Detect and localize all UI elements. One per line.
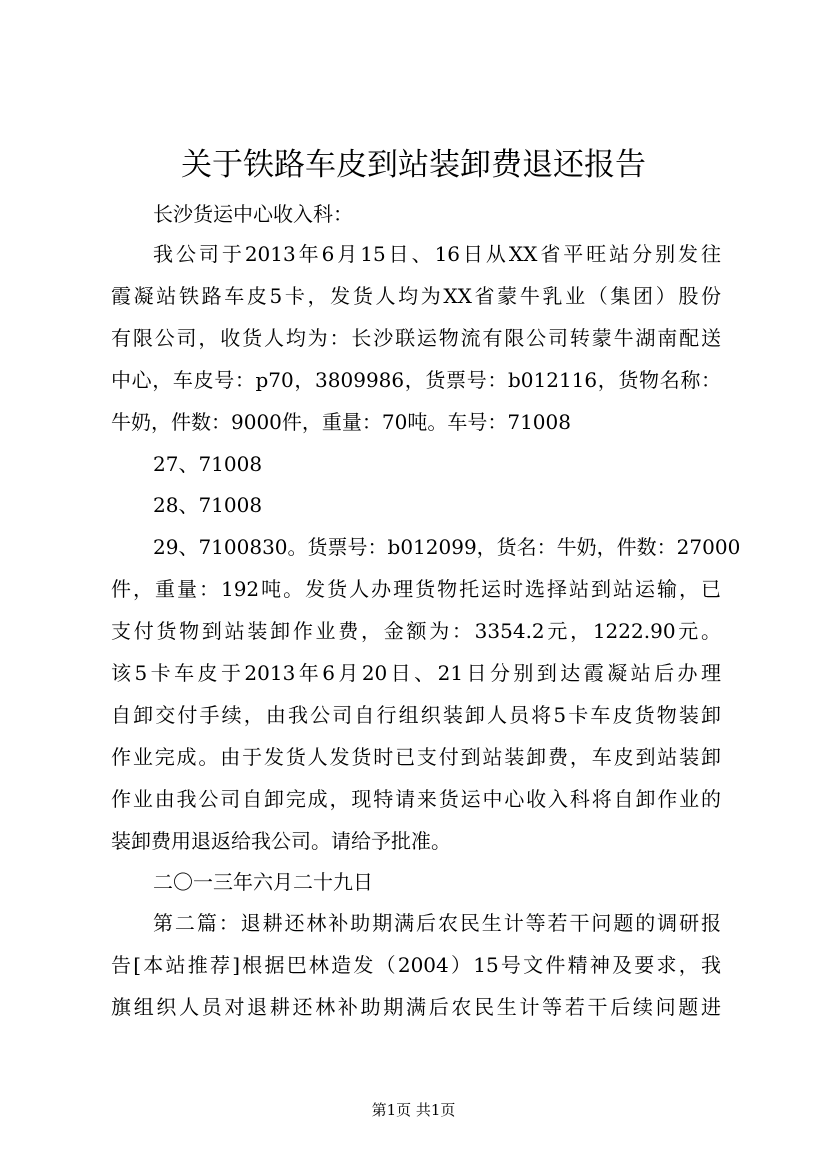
body-text-line: 霞凝站铁路车皮5卡，发货人均为XX省蒙牛乳业（集团）股份: [111, 284, 721, 308]
body-text-line: 28、71008: [153, 493, 263, 517]
body-text-line: 告[本站推荐]根据巴林造发（2004）15号文件精神及要求，我: [111, 953, 721, 977]
body-text-line: 作业完成。由于发货人发货时已支付到站装卸费，车皮到站装卸: [111, 745, 721, 769]
page-title: 关于铁路车皮到站装卸费退还报告: [181, 147, 646, 183]
body-text-line: 该5卡车皮于2013年6月20日、21日分别到达霞凝站后办理: [111, 661, 721, 685]
body-text-line: 支付货物到站装卸作业费，金额为：3354.2元，1222.90元。: [111, 619, 721, 643]
salutation-line: 长沙货运中心收入科：: [153, 202, 353, 226]
page-footer: 第1页 共1页: [371, 1101, 456, 1119]
body-text-line: 27、71008: [153, 452, 263, 476]
body-text-line: 旗组织人员对退耕还林补助期满后农民生计等若干后续问题进: [111, 995, 721, 1019]
body-text-line: 作业由我公司自卸完成，现特请来货运中心收入科将自卸作业的: [111, 787, 721, 811]
body-text-line: 第二篇：退耕还林补助期满后农民生计等若干问题的调研报: [153, 911, 721, 935]
body-text-line: 件，重量：192吨。发货人办理货物托运时选择站到站运输，已: [111, 577, 721, 601]
body-text-line: 牛奶，件数：9000件，重量：70吨。车号：71008: [111, 410, 571, 434]
body-text-line: 装卸费用退返给我公司。请给予批准。: [111, 829, 451, 853]
body-text-line: 中心，车皮号：p70，3809986，货票号：b012116，货物名称：: [111, 368, 721, 392]
body-text-line: 我公司于2013年6月15日、16日从XX省平旺站分别发往: [153, 242, 721, 266]
body-text-line: 29、7100830。货票号：b012099，货名：牛奶，件数：27000: [153, 535, 741, 559]
date-line: 二〇一三年六月二十九日: [153, 870, 373, 894]
body-text-line: 自卸交付手续，由我公司自行组织装卸人员将5卡车皮货物装卸: [111, 703, 721, 727]
body-text-line: 有限公司，收货人均为：长沙联运物流有限公司转蒙牛湖南配送: [111, 326, 721, 350]
